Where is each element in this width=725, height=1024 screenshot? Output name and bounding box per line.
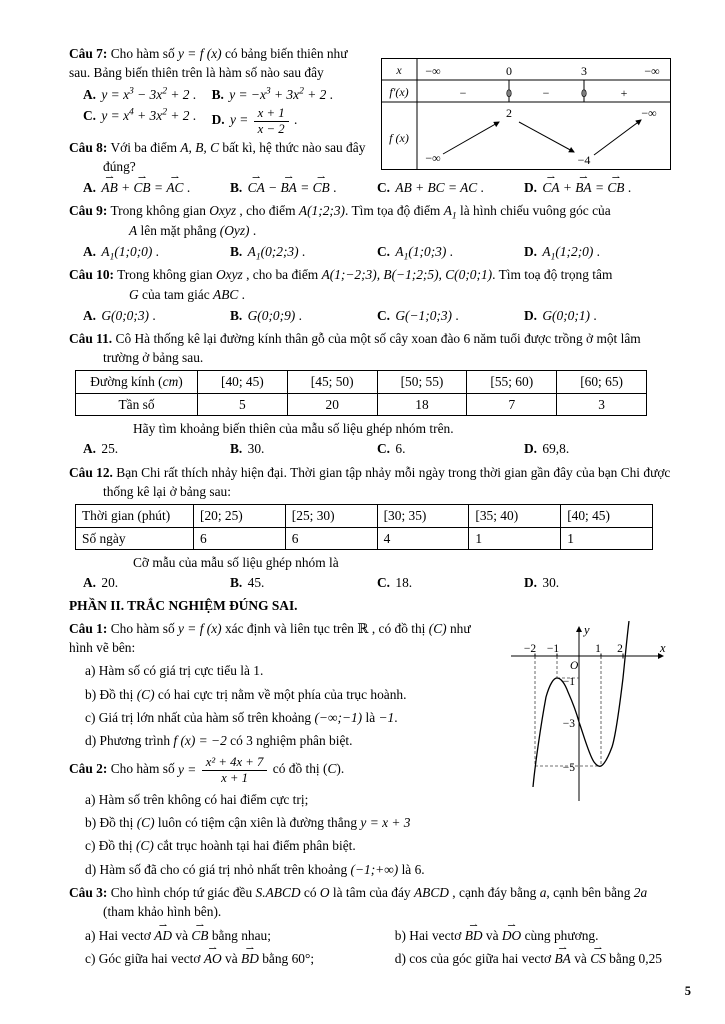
question-12-options <box>83 573 671 592</box>
answer-option <box>83 242 230 261</box>
table-cell: [30; 35) <box>377 505 469 527</box>
table-cell: [40; 45) <box>561 505 653 527</box>
answer-option <box>83 85 206 104</box>
page-number: 5 <box>684 984 691 998</box>
table-row <box>76 505 653 527</box>
answer-option <box>83 178 230 197</box>
x-tick-label: 2 <box>617 642 623 655</box>
part2-question-3-statements <box>69 924 671 971</box>
part2-question-2-body: Cho hàm số y = $\frac{\text{x² + 4x + 7}}{x + 1}$ có đồ thị (C). <box>110 755 345 786</box>
bbt-sign: + <box>620 86 628 100</box>
table-row <box>76 371 647 393</box>
option-letter: B. <box>230 441 243 457</box>
part2-question-1-body: Cho hàm số y = f (x) xác định và liên tục trên ℝ , có đồ thị (C) như hình vẽ bên: <box>69 620 471 655</box>
x-axis-label: x <box>660 640 666 655</box>
part2-question-1-label: Câu 1: <box>69 620 108 636</box>
question-7-options <box>83 85 371 137</box>
table-cell: Tần số <box>76 393 198 415</box>
bbt-f-value: −4 <box>577 153 591 167</box>
question-11-prompt: Hãy tìm khoảng biến thiên của mẫu số liệu ghép nhóm trên. <box>133 421 454 437</box>
y-mark-label: −5 <box>562 761 575 774</box>
answer-option <box>83 439 230 458</box>
bbt-x-value: −∞ <box>425 64 441 78</box>
bbt-sign: 0 <box>581 86 587 100</box>
table-cell: Số ngày <box>76 527 194 549</box>
answer-option <box>230 242 377 261</box>
statement: c) Giá trị lớn nhất của hàm số trên khoảng (−∞;−1) là −1. <box>85 709 398 725</box>
statement: c) Đồ thị (C) cắt trục hoành tại hai điểm phân biệt. <box>85 838 356 854</box>
question-10-options <box>83 306 671 325</box>
option-text: 20. <box>101 575 119 591</box>
option-text: 18. <box>395 575 413 591</box>
question-10-label: Câu 10: <box>69 266 115 282</box>
y-mark-label: −1 <box>562 675 575 688</box>
option-text: $A_1(1;0;3)$ . <box>395 243 454 263</box>
statement: d) Hàm số đã cho có giá trị nhỏ nhất trên khoảng (−1;+∞) là 6. <box>85 861 425 877</box>
question-12-label: Câu 12. <box>69 464 113 480</box>
answer-option <box>83 306 230 325</box>
option-text: $A_1(1;0;0)$ . <box>101 243 160 263</box>
answer-option <box>212 106 371 136</box>
statement: b) Đồ thị (C) có hai cực trị nằm về một phía của trục hoành. <box>85 686 407 702</box>
option-text: G(0;0;3) . <box>101 307 156 323</box>
answer-option <box>524 242 671 261</box>
option-letter: C. <box>83 107 97 123</box>
option-text: $y = x^3 - 3x^2 + 2$ . <box>101 85 197 102</box>
question-10-text-cont: G của tam giác ABC . <box>129 287 246 303</box>
answer-option <box>212 85 371 104</box>
option-text: 45. <box>247 575 265 591</box>
question-12-text <box>69 463 671 502</box>
question-12 <box>69 463 671 593</box>
option-text: AB + BC = AC . <box>395 179 484 195</box>
question-10-text <box>69 265 671 284</box>
statement: a) Hàm số trên không có hai điểm cực trị; <box>85 791 309 807</box>
option-letter: B. <box>230 307 243 323</box>
answer-option <box>524 573 671 592</box>
x-tick-label: −2 <box>523 642 537 655</box>
question-7-label: Câu 7: <box>69 46 108 61</box>
question-11-label: Câu 11. <box>69 330 113 346</box>
question-12-prompt: Cỡ mẫu của mẫu số liệu ghép nhóm là <box>133 554 339 570</box>
table-cell: 20 <box>287 393 377 415</box>
option-text: G(0;0;1) . <box>542 307 597 323</box>
table-cell: [20; 25) <box>194 505 286 527</box>
option-text: y = $\frac{x + 1}{x - 2}$ . <box>229 105 298 136</box>
question-9-label: Câu 9: <box>69 203 108 219</box>
question-11-options <box>83 439 671 458</box>
part2-question-2-statements <box>69 790 671 879</box>
question-8-label: Câu 8: <box>69 140 108 156</box>
option-text: 25. <box>101 441 119 457</box>
bbt-sign: − <box>542 86 550 100</box>
statement: d) Phương trình f (x) = −2 có 3 nghiệm phân biệt. <box>85 733 353 749</box>
graph-dashed-guides <box>535 656 601 766</box>
option-letter: A. <box>83 179 97 195</box>
bbt-x-value: −∞ <box>644 64 660 78</box>
answer-option <box>230 178 377 197</box>
option-text: G(0;0;9) . <box>247 307 302 323</box>
answer-option <box>377 306 524 325</box>
table-cell: Thời gian (phút) <box>76 505 194 527</box>
table-cell: [45; 50) <box>287 371 377 393</box>
question-11-body: Cô Hà thống kê lại đường kính thân gỗ của một số cây xoan đào 6 năm tuổi được trồng ở một lâm trường ở bảng sau. <box>103 330 641 366</box>
q11-frequency-table <box>75 370 647 416</box>
table-cell: [50; 55) <box>377 371 467 393</box>
statement: a) Hàm số có giá trị cực tiểu là 1. <box>85 663 264 679</box>
option-text: 6. <box>395 441 406 457</box>
table-cell: 1 <box>561 527 653 549</box>
statement: b) Hai vectơ ⇀ BD và ⇀ DO cùng phương. <box>395 926 671 945</box>
statement: a) Hai vectơ ⇀ AD và ⇀ CB bằng nhau; <box>85 926 379 945</box>
question-9-body: Trong không gian Oxyz , cho điểm A(1;2;3). Tìm tọa độ điểm $A_1$ là hình chiếu vuông góc của <box>110 203 611 222</box>
answer-option <box>524 439 671 458</box>
option-letter: C. <box>377 243 391 259</box>
table-cell: [25; 30) <box>285 505 377 527</box>
part2-question-3-body: Cho hình chóp tứ giác đều S.ABCD có O là tâm của đáy ABCD , cạnh đáy bằng a, cạnh bên bằng 2a (tham khảo hình bên). <box>103 884 648 920</box>
option-letter: B. <box>211 86 224 102</box>
question-11 <box>69 329 671 459</box>
bbt-fprime-label: f′(x) <box>389 85 409 99</box>
table-cell: 6 <box>194 527 286 549</box>
answer-option <box>230 439 377 458</box>
question-9-options <box>83 242 671 261</box>
y-axis-label: y <box>584 622 590 637</box>
question-9-text-cont: A lên mặt phẳng (Oyz) . <box>129 223 257 239</box>
table-cell: [35; 40) <box>469 505 561 527</box>
question-9-text <box>69 201 671 220</box>
bbt-f-value: −∞ <box>641 106 657 120</box>
option-letter: C. <box>377 307 391 323</box>
question-11-text <box>69 329 671 368</box>
statement: b) Đồ thị (C) luôn có tiệm cận xiên là đường thẳng y = x + 3 <box>85 815 411 831</box>
bbt-sign: 0 <box>506 86 512 100</box>
table-cell: [60; 65) <box>557 371 647 393</box>
table-row <box>76 527 653 549</box>
bbt-x-value: 0 <box>506 64 512 78</box>
question-7-8-block <box>69 44 671 197</box>
answer-option <box>524 178 671 197</box>
part2-heading: PHẦN II. TRẮC NGHIỆM ĐÚNG SAI. <box>69 598 298 614</box>
option-letter: D. <box>211 112 225 128</box>
option-letter: B. <box>230 243 243 259</box>
bbt-x-label: x <box>396 63 402 77</box>
question-8-body: Với ba điểm A, B, C bất kì, hệ thức nào sau đây đúng? <box>103 140 366 175</box>
answer-option <box>230 573 377 592</box>
option-text: 69,8. <box>542 441 570 457</box>
q12-frequency-table <box>75 504 653 550</box>
table-cell: [55; 60) <box>467 371 557 393</box>
bbt-sign: − <box>459 86 467 100</box>
option-letter: D. <box>524 307 538 323</box>
part2-question-2-label: Câu 2: <box>69 761 108 777</box>
answer-option <box>377 178 524 197</box>
option-text: ⇀ CA + ⇀ BA = ⇀ CB . <box>542 180 631 195</box>
option-letter: D. <box>524 441 538 457</box>
answer-option <box>83 573 230 592</box>
answer-option <box>377 439 524 458</box>
option-letter: A. <box>83 575 97 591</box>
question-12-body: Bạn Chi rất thích nhảy hiện đại. Thời gian tập nhảy mỗi ngày trong thời gian gần đây của bạn Chi được thống kê lại ở bảng sau: <box>103 464 671 499</box>
option-letter: D. <box>524 243 538 259</box>
option-letter: A. <box>83 86 97 102</box>
table-cell: 18 <box>377 393 467 415</box>
option-letter: C. <box>377 575 391 591</box>
bbt-f-value: 2 <box>506 106 512 120</box>
option-letter: D. <box>524 575 538 591</box>
answer-option <box>524 306 671 325</box>
option-letter: B. <box>230 575 243 591</box>
option-letter: A. <box>83 307 97 323</box>
option-text: 30. <box>542 575 560 591</box>
bbt-arrows <box>443 120 641 155</box>
option-letter: A. <box>83 243 97 259</box>
bbt-x-value: 3 <box>581 64 587 78</box>
option-text: ⇀ CA − ⇀ BA = ⇀ CB . <box>248 180 337 195</box>
option-text: $y = x^4 + 3x^2 + 2$ . <box>101 106 197 123</box>
option-text: ⇀ AB + ⇀ CB = ⇀ AC . <box>101 180 190 195</box>
part2-question-3-text <box>69 883 671 922</box>
option-letter: B. <box>230 179 243 195</box>
table-cell: 1 <box>469 527 561 549</box>
option-letter: A. <box>83 441 97 457</box>
question-10-body: Trong không gian Oxyz , cho ba điểm A(1;−2;3), B(−1;2;5), C(0;0;1). Tìm toạ độ trọng tâm <box>117 266 613 282</box>
option-text: $A_1(0;2;3)$ . <box>247 243 306 263</box>
y-mark-label: −3 <box>562 717 575 730</box>
q7-variation-table-figure <box>381 58 671 170</box>
question-10 <box>69 265 671 325</box>
x-tick-label: 1 <box>595 642 601 655</box>
question-9 <box>69 201 671 261</box>
answer-option <box>230 306 377 325</box>
option-text: $A_1(1;2;0)$ . <box>542 243 601 263</box>
part2-question-3 <box>69 883 671 970</box>
statement: c) Góc giữa hai vectơ ⇀ AO và ⇀ BD bằng 60°; <box>85 949 379 968</box>
answer-option <box>377 242 524 261</box>
option-letter: C. <box>377 179 391 195</box>
x-tick-label: −1 <box>546 642 560 655</box>
bbt-text <box>389 63 659 167</box>
table-row <box>76 393 647 415</box>
p2q1-function-graph-figure <box>499 621 671 803</box>
table-cell: 6 <box>285 527 377 549</box>
part2-q1-q2-block <box>69 619 671 879</box>
bbt-f-value: −∞ <box>425 151 441 165</box>
bbt-f-label: f (x) <box>389 131 409 145</box>
origin-label: O <box>570 659 579 672</box>
option-text: G(−1;0;3) . <box>395 307 459 323</box>
statement: d) cos của góc giữa hai vectơ ⇀ BA và ⇀ CS bằng 0,25 <box>395 949 671 968</box>
part2-question-3-label: Câu 3: <box>69 884 108 900</box>
table-cell: [40; 45) <box>198 371 288 393</box>
table-cell: 4 <box>377 527 469 549</box>
option-letter: D. <box>524 179 538 195</box>
table-cell: 3 <box>557 393 647 415</box>
question-8-options <box>83 178 671 197</box>
answer-option <box>83 106 206 136</box>
question-7-body: Cho hàm số y = f (x) có bảng biến thiên như sau. Bảng biến thiên trên là hàm số nào sau đây <box>69 46 348 81</box>
option-text: $y = -x^3 + 3x^2 + 2$ . <box>229 85 334 102</box>
answer-option <box>377 573 524 592</box>
table-cell: Đường kính (cm) <box>76 371 198 393</box>
option-text: 30. <box>247 441 265 457</box>
table-cell: 5 <box>198 393 288 415</box>
option-letter: C. <box>377 441 391 457</box>
table-cell: 7 <box>467 393 557 415</box>
